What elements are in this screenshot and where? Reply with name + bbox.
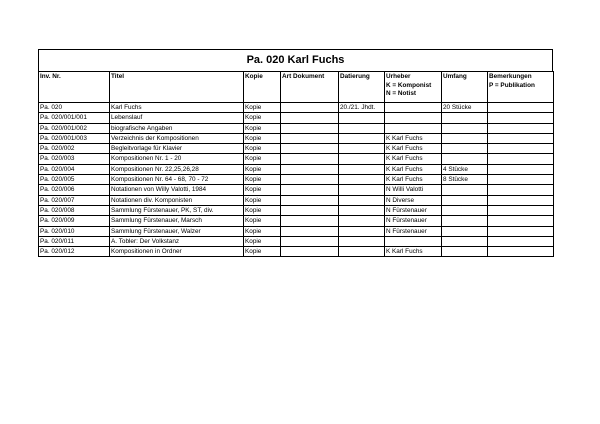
cell-bemerkungen — [488, 247, 554, 257]
header-umfang: Umfang — [442, 72, 488, 103]
cell-art-dokument — [281, 164, 339, 174]
cell-titel: Kompositionen Nr. 1 - 20 — [110, 154, 244, 164]
header-urheber — [385, 72, 442, 103]
cell-bemerkungen — [488, 154, 554, 164]
cell-kopie: Kopie — [244, 133, 281, 143]
cell-umfang: 20 Stücke — [442, 103, 488, 113]
cell-inv-nr: Pa. 020/010 — [39, 226, 110, 236]
table-row — [39, 216, 554, 226]
cell-urheber: N Fürstenauer — [385, 226, 442, 236]
cell-urheber: N Fürstenauer — [385, 216, 442, 226]
cell-kopie: Kopie — [244, 154, 281, 164]
cell-bemerkungen — [488, 205, 554, 215]
cell-art-dokument — [281, 195, 339, 205]
cell-kopie: Kopie — [244, 226, 281, 236]
cell-titel: Notationen von Willy Valotti, 1984 — [110, 185, 244, 195]
cell-titel: biografische Angaben — [110, 123, 244, 133]
header-urheber-k: K = Komponist — [386, 81, 432, 89]
cell-bemerkungen — [488, 164, 554, 174]
cell-urheber — [385, 123, 442, 133]
cell-inv-nr: Pa. 020/005 — [39, 175, 110, 185]
cell-datierung — [339, 216, 385, 226]
cell-umfang — [442, 154, 488, 164]
cell-bemerkungen — [488, 236, 554, 246]
table-row — [39, 236, 554, 246]
cell-umfang: 8 Stücke — [442, 175, 488, 185]
cell-art-dokument — [281, 175, 339, 185]
cell-umfang — [442, 185, 488, 195]
cell-umfang — [442, 123, 488, 133]
cell-kopie: Kopie — [244, 164, 281, 174]
cell-kopie: Kopie — [244, 247, 281, 257]
cell-urheber — [385, 103, 442, 113]
cell-umfang: 4 Stücke — [442, 164, 488, 174]
cell-titel: A. Tobler: Der Volkstanz — [110, 236, 244, 246]
table-row — [39, 123, 554, 133]
cell-inv-nr: Pa. 020/006 — [39, 185, 110, 195]
cell-kopie: Kopie — [244, 144, 281, 154]
cell-art-dokument — [281, 113, 339, 123]
cell-kopie: Kopie — [244, 185, 281, 195]
cell-inv-nr: Pa. 020/008 — [39, 205, 110, 215]
table-row — [39, 205, 554, 215]
cell-art-dokument — [281, 133, 339, 143]
cell-umfang — [442, 216, 488, 226]
cell-urheber: K Karl Fuchs — [385, 133, 442, 143]
cell-umfang — [442, 195, 488, 205]
cell-datierung — [339, 113, 385, 123]
cell-inv-nr: Pa. 020/011 — [39, 236, 110, 246]
header-kopie: Kopie — [244, 72, 281, 103]
cell-inv-nr: Pa. 020/001/001 — [39, 113, 110, 123]
header-urheber-n: N = Notist — [386, 90, 417, 97]
cell-bemerkungen — [488, 185, 554, 195]
cell-urheber: K Karl Fuchs — [385, 175, 442, 185]
cell-titel: Kompositionen Nr. 64 - 68, 70 - 72 — [110, 175, 244, 185]
cell-inv-nr: Pa. 020/007 — [39, 195, 110, 205]
cell-datierung — [339, 185, 385, 195]
cell-urheber — [385, 236, 442, 246]
cell-inv-nr: Pa. 020/001/002 — [39, 123, 110, 133]
cell-bemerkungen — [488, 195, 554, 205]
cell-urheber — [385, 113, 442, 123]
header-bemerkungen-p: P = Publikation — [489, 81, 535, 89]
cell-art-dokument — [281, 226, 339, 236]
table-row — [39, 113, 554, 123]
cell-urheber: N Fürstenauer — [385, 205, 442, 215]
cell-inv-nr: Pa. 020/001/003 — [39, 133, 110, 143]
cell-kopie: Kopie — [244, 216, 281, 226]
cell-art-dokument — [281, 205, 339, 215]
table-row — [39, 226, 554, 236]
cell-kopie: Kopie — [244, 123, 281, 133]
table-row — [39, 175, 554, 185]
cell-bemerkungen — [488, 226, 554, 236]
inventory-table — [38, 71, 554, 257]
cell-urheber: N Willi Valotti — [385, 185, 442, 195]
cell-titel: Kompositionen in Ordner — [110, 247, 244, 257]
cell-inv-nr: Pa. 020/003 — [39, 154, 110, 164]
cell-titel: Sammlung Fürstenauer, PK, ST, div. — [110, 205, 244, 215]
cell-inv-nr: Pa. 020/009 — [39, 216, 110, 226]
cell-titel: Sammlung Fürstenauer, Marsch — [110, 216, 244, 226]
cell-titel: Verzeichnis der Kompositionen — [110, 133, 244, 143]
cell-kopie: Kopie — [244, 103, 281, 113]
table-row — [39, 154, 554, 164]
cell-art-dokument — [281, 144, 339, 154]
cell-datierung — [339, 123, 385, 133]
cell-datierung — [339, 133, 385, 143]
cell-bemerkungen — [488, 216, 554, 226]
cell-urheber: K Karl Fuchs — [385, 154, 442, 164]
cell-umfang — [442, 236, 488, 246]
header-art-dokument: Art Dokument — [281, 72, 339, 103]
cell-urheber: N Diverse — [385, 195, 442, 205]
table-body — [39, 103, 554, 257]
table-row — [39, 247, 554, 257]
cell-inv-nr: Pa. 020 — [39, 103, 110, 113]
table-row — [39, 195, 554, 205]
cell-titel: Lebenslauf — [110, 113, 244, 123]
table-row — [39, 164, 554, 174]
header-bemerkungen-label: Bemerkungen — [489, 73, 532, 80]
cell-datierung: 20./21. Jhdt. — [339, 103, 385, 113]
cell-urheber: K Karl Fuchs — [385, 144, 442, 154]
cell-inv-nr: Pa. 020/012 — [39, 247, 110, 257]
cell-art-dokument — [281, 247, 339, 257]
cell-bemerkungen — [488, 175, 554, 185]
inventory-sheet — [38, 49, 553, 257]
header-bemerkungen — [488, 72, 554, 103]
cell-datierung — [339, 164, 385, 174]
cell-kopie: Kopie — [244, 236, 281, 246]
cell-datierung — [339, 144, 385, 154]
header-titel: Titel — [110, 72, 244, 103]
page-title: Pa. 020 Karl Fuchs — [38, 49, 553, 71]
cell-inv-nr: Pa. 020/004 — [39, 164, 110, 174]
cell-datierung — [339, 236, 385, 246]
cell-titel: Sammlung Fürstenauer, Walzer — [110, 226, 244, 236]
cell-inv-nr: Pa. 020/002 — [39, 144, 110, 154]
cell-bemerkungen — [488, 144, 554, 154]
cell-bemerkungen — [488, 133, 554, 143]
cell-umfang — [442, 205, 488, 215]
cell-art-dokument — [281, 103, 339, 113]
cell-kopie: Kopie — [244, 175, 281, 185]
cell-bemerkungen — [488, 113, 554, 123]
cell-art-dokument — [281, 185, 339, 195]
cell-urheber: K Karl Fuchs — [385, 247, 442, 257]
cell-art-dokument — [281, 216, 339, 226]
cell-art-dokument — [281, 154, 339, 164]
table-row — [39, 185, 554, 195]
cell-umfang — [442, 144, 488, 154]
cell-umfang — [442, 247, 488, 257]
cell-datierung — [339, 154, 385, 164]
cell-kopie: Kopie — [244, 205, 281, 215]
header-urheber-label: Urheber — [386, 73, 411, 80]
table-row — [39, 103, 554, 113]
cell-bemerkungen — [488, 103, 554, 113]
cell-bemerkungen — [488, 123, 554, 133]
cell-kopie: Kopie — [244, 113, 281, 123]
header-row — [39, 72, 554, 103]
cell-kopie: Kopie — [244, 195, 281, 205]
header-datierung: Datierung — [339, 72, 385, 103]
cell-titel: Karl Fuchs — [110, 103, 244, 113]
cell-urheber: K Karl Fuchs — [385, 164, 442, 174]
cell-umfang — [442, 113, 488, 123]
cell-umfang — [442, 226, 488, 236]
cell-datierung — [339, 205, 385, 215]
header-inv-nr: Inv. Nr. — [39, 72, 110, 103]
cell-titel: Notationen div. Komponisten — [110, 195, 244, 205]
cell-datierung — [339, 247, 385, 257]
table-row — [39, 133, 554, 143]
cell-datierung — [339, 195, 385, 205]
cell-titel: Begleitvorlage für Klavier — [110, 144, 244, 154]
cell-titel: Kompositionen Nr. 22,25,26,28 — [110, 164, 244, 174]
cell-datierung — [339, 226, 385, 236]
cell-datierung — [339, 175, 385, 185]
table-row — [39, 144, 554, 154]
cell-umfang — [442, 133, 488, 143]
cell-art-dokument — [281, 236, 339, 246]
cell-art-dokument — [281, 123, 339, 133]
